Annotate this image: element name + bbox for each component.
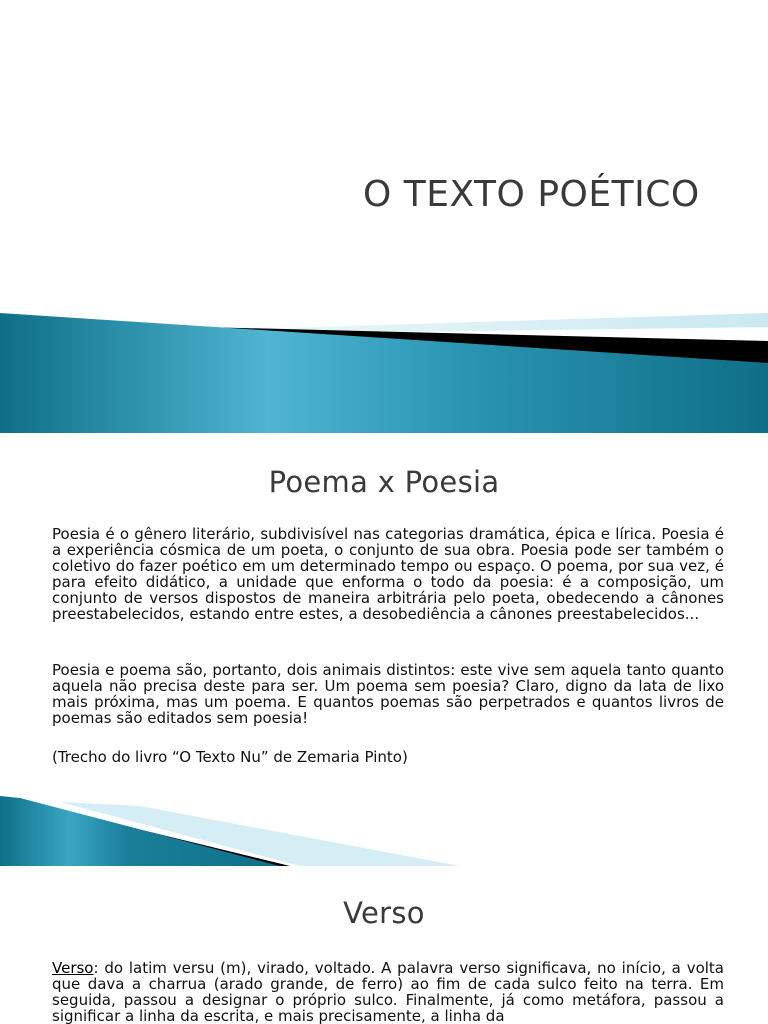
body-paragraph: Poesia e poema são, portanto, dois animais distintos: este vive sem aquela tanto quanto aquela não precisa deste para ser. Um poema sem poesia? Claro, digno da lata de lixo mais próxima, mas um poema. E quantos poemas são perpetrados e quantos livros de poemas são editados sem poesia! [52, 661, 724, 727]
definition-text: : do latim versu (m), virado, voltado. A palavra verso significava, no início, a volta que dava a charrua (arado grande, de ferro) ao fim de cada sulco feito na terra. Em seguida, passou a designar o próprio sulco. Finalmente, já como metáfora, passou a significar a linha da escrita, e mais precisamente, a linha da [52, 959, 724, 1024]
body-paragraph [52, 960, 724, 1024]
slide-poema-poesia [0, 433, 768, 866]
citation: (Trecho do livro “O Texto Nu” de Zemaria Pinto) [52, 748, 408, 766]
presentation-title: O TEXTO POÉTICO [363, 174, 700, 215]
slide-heading: Poema x Poesia [268, 465, 500, 499]
decorative-teal-band [0, 796, 768, 866]
term-verso: Verso [52, 959, 94, 977]
slide-heading: Verso [343, 896, 425, 930]
body-paragraph: Poesia é o gênero literário, subdivisível nas categorias dramática, épica e lírica. Poesia é a experiência cósmica de um poeta, o conjunto de sua obra. Poesia pode ser também o coletivo do fazer poético em um determinado tempo ou espaço. O poema, por sua vez, é para efeito didático, a unidade que enforma o todo da poesia: é a composição, um conjunto de versos dispostos de maneira arbitrária pelo poeta, obedecendo a cânones preestabelecidos, estando entre estes, a desobediência a cânones preestabelecidos... [52, 525, 724, 623]
slide-title-page [0, 0, 768, 433]
decorative-teal-band [0, 313, 768, 433]
slide-verso [0, 866, 768, 1024]
